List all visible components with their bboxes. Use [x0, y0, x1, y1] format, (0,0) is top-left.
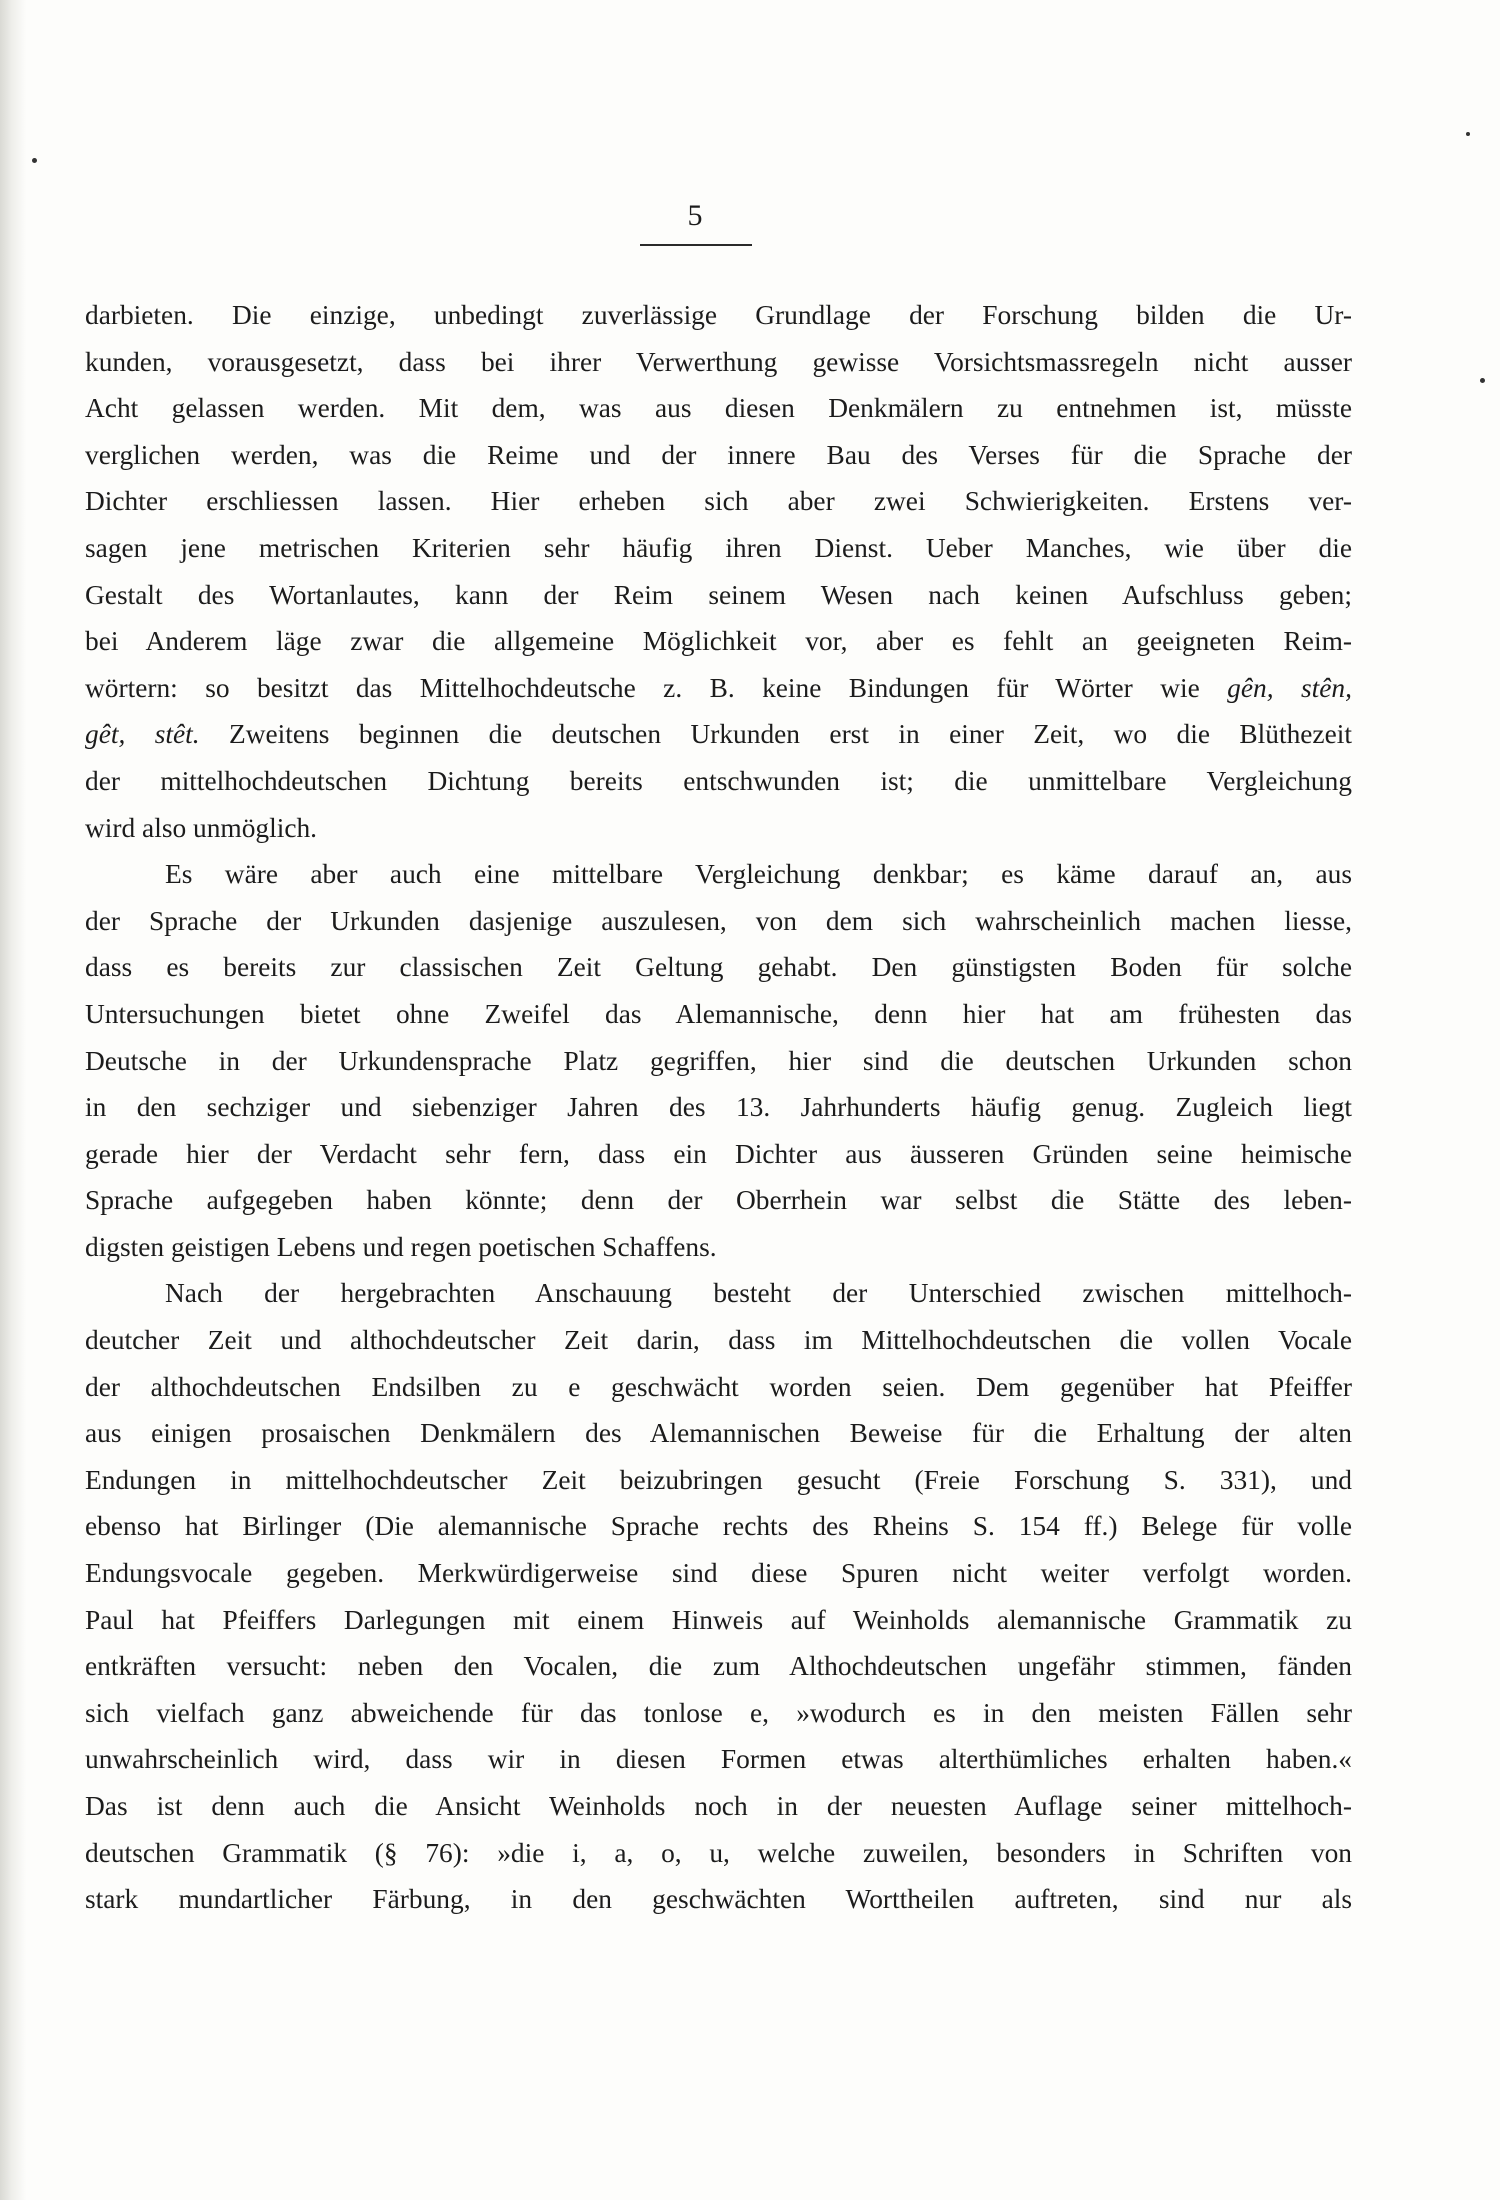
text-line: in den sechziger und siebenziger Jahren des 13. Jahrhunderts häufig genug. Zugleich liegt — [85, 1092, 1352, 1123]
text-line: deutschen Grammatik (§ 76): »die i, a, o, u, welche zuweilen, besonders in Schriften von — [85, 1837, 1352, 1868]
text-line: dass es bereits zur classischen Zeit Geltung gehabt. Den günstigsten Boden für solche — [85, 952, 1352, 983]
text-line: aus einigen prosaischen Denkmälern des Alemannischen Beweise für die Erhaltung der alten — [85, 1418, 1352, 1449]
text-line: darbieten. Die einzige, unbedingt zuverlässige Grundlage der Forschung bilden die Ur- — [85, 300, 1352, 330]
text-line: Das ist denn auch die Ansicht Weinholds noch in der neuesten Auflage seiner mittelhoch- — [85, 1791, 1352, 1821]
text-line: Acht gelassen werden. Mit dem, was aus diesen Denkmälern zu entnehmen ist, müsste — [85, 393, 1352, 424]
text-line: Gestalt des Wortanlautes, kann der Reim seinem Wesen nach keinen Aufschluss geben; — [85, 579, 1352, 610]
text-line: gerade hier der Verdacht sehr fern, dass ein Dichter aus äusseren Gründen seine heimische — [85, 1138, 1352, 1169]
text-line: der Sprache der Urkunden dasjenige auszulesen, von dem sich wahrscheinlich machen liesse, — [85, 905, 1352, 936]
text-line: Endungen in mittelhochdeutscher Zeit beizubringen gesucht (Freie Forschung S. 331), und — [85, 1464, 1352, 1495]
text-line: kunden, vorausgesetzt, dass bei ihrer Verwerthung gewisse Vorsichtsmassregeln nicht ausser — [85, 346, 1352, 377]
text-line: der mittelhochdeutschen Dichtung bereits entschwunden ist; die unmittelbare Vergleichung — [85, 765, 1352, 796]
text-line: wird also unmöglich. — [85, 812, 318, 843]
text-line: der althochdeutschen Endsilben zu e geschwächt worden seien. Dem gegenüber hat Pfeiffer — [85, 1371, 1352, 1402]
cited-word-form: stêt. — [154, 719, 200, 750]
text-line: unwahrscheinlich wird, dass wir in diesen Formen etwas alterthümliches erhalten haben.« — [85, 1744, 1352, 1775]
text-line: ebenso hat Birlinger (Die alemannische Sprache rechts des Rheins S. 154 ff.) Belege für volle — [85, 1511, 1352, 1542]
cited-word-form: gên, — [1227, 672, 1274, 703]
text-line: sagen jene metrischen Kriterien sehr häufig ihren Dienst. Ueber Manches, wie über die — [85, 532, 1352, 563]
text-line: stark mundartlicher Färbung, in den geschwächten Worttheilen auftreten, sind nur als — [85, 1884, 1352, 1915]
text-line: Paul hat Pfeiffers Darlegungen mit einem Hinweis auf Weinholds alemannische Grammatik zu — [85, 1604, 1352, 1635]
text-line: gêt, stêt. Zweitens beginnen die deutschen Urkunden erst in einer Zeit, wo die Blüthezeit — [85, 719, 1352, 750]
text-line: Endungsvocale gegeben. Merkwürdigerweise sind diese Spuren nicht weiter verfolgt worden. — [85, 1558, 1352, 1589]
text-line: Deutsche in der Urkundensprache Platz gegriffen, hier sind die deutschen Urkunden schon — [85, 1045, 1352, 1076]
text-line: entkräften versucht: neben den Vocalen, die zum Althochdeutschen ungefähr stimmen, fänden — [85, 1651, 1352, 1682]
text-line: Es wäre aber auch eine mittelbare Vergleichung denkbar; es käme darauf an, aus — [165, 859, 1352, 890]
text-line: Untersuchungen bietet ohne Zweifel das Alemannische, denn hier hat am frühesten das — [85, 998, 1352, 1029]
text-line: deutcher Zeit und althochdeutscher Zeit darin, dass im Mittelhochdeutschen die vollen Vocale — [85, 1325, 1352, 1356]
cited-word-form: stên, — [1300, 672, 1352, 703]
text-line: Dichter erschliessen lassen. Hier erheben sich aber zwei Schwierigkeiten. Erstens ver- — [85, 486, 1352, 517]
text-line: Sprache aufgegeben haben könnte; denn der Oberrhein war selbst die Stätte des leben- — [85, 1185, 1352, 1216]
text-line: wörtern: so besitzt das Mittelhochdeutsche z. B. keine Bindungen für Wörter wie gên, stên, — [85, 672, 1352, 703]
page-number: 5 — [687, 199, 703, 232]
text-line: Nach der hergebrachten Anschauung besteht der Unterschied zwischen mittelhoch- — [165, 1278, 1352, 1309]
text-line: bei Anderem läge zwar die allgemeine Möglichkeit vor, aber es fehlt an geeigneten Reim- — [85, 626, 1352, 657]
text-line: sich vielfach ganz abweichende für das tonlose e, »wodurch es in den meisten Fällen sehr — [85, 1697, 1352, 1728]
scan-speck — [1466, 132, 1470, 136]
scan-left-edge — [0, 0, 26, 2200]
cited-word-form: gêt, — [85, 719, 126, 750]
scan-speck — [32, 158, 37, 163]
text-line: verglichen werden, was die Reime und der innere Bau des Verses für die Sprache der — [85, 439, 1352, 470]
scan-speck — [1480, 378, 1485, 383]
body-text — [85, 292, 1352, 1923]
page-number-rule — [640, 244, 752, 246]
text-line: digsten geistigen Lebens und regen poetischen Schaffens. — [85, 1231, 717, 1262]
